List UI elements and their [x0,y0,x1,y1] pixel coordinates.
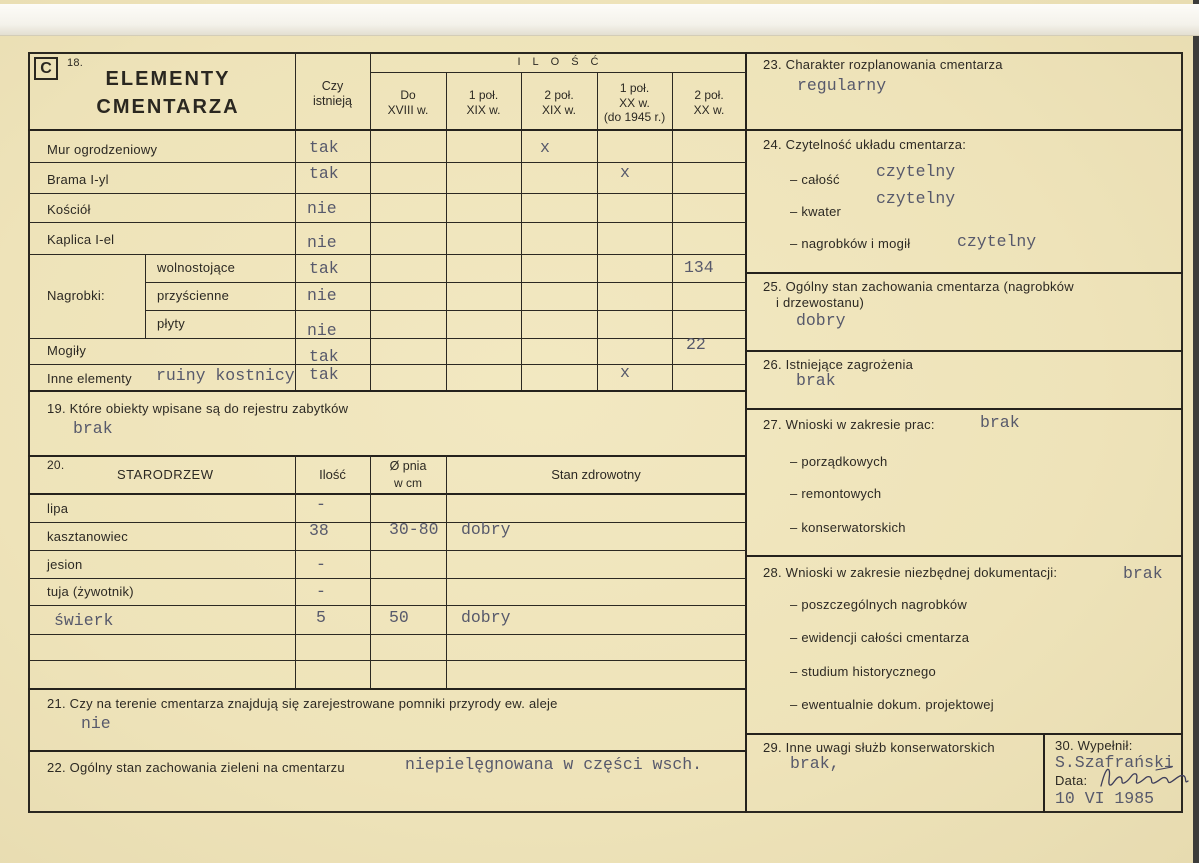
grid-line [446,455,447,688]
exists-value: tak [309,259,339,278]
works-item: – konserwatorskich [790,520,906,535]
section-24-question: 24. Czytelność układu cmentarza: [763,137,967,152]
section-28-answer: brak [1123,564,1163,583]
diameter-header-line1: Ø pnia [389,459,427,473]
section-25-question-cont: i drzewostanu) [776,295,865,310]
grid-line [28,634,746,635]
grid-line [28,578,746,579]
section-29-question: 29. Inne uwagi służb konserwatorskich [763,740,995,755]
header-line: XVIII w. [387,102,429,117]
tree-species: jesion [47,557,83,572]
period-header [446,88,521,117]
grid-line [28,254,746,255]
row-label-chapel: Kaplica I-el [47,232,115,247]
period-header [370,88,446,117]
section-25-answer: dobry [796,311,846,330]
section-23-answer: regularny [797,76,887,95]
section-22-answer: niepielęgnowana w części wsch. [405,755,703,774]
grid-line [145,254,146,338]
title-line: ELEMENTY [105,68,231,90]
documentation-item: – studium historycznego [790,664,936,679]
section-18-number: 18. [67,57,84,69]
section-divider [746,555,1183,557]
tree-species: tuja (żywotnik) [47,584,134,599]
header-line: Do [400,88,416,102]
grid-line [28,493,746,495]
section-divider [28,455,746,457]
works-item: – porządkowych [790,454,888,469]
header-line: XIX w. [541,102,576,117]
exists-value: nie [307,233,337,252]
period-mark: x [540,138,550,157]
readability-answer: czytelny [957,232,1037,251]
grid-line [28,550,746,551]
header-line: (do 1945 r.) [603,110,666,124]
exists-value: nie [307,286,337,305]
readability-item: – nagrobków i mogił [790,236,911,251]
tree-species: świerk [54,611,114,630]
grid-line [28,222,746,223]
column-divider [745,52,747,813]
tree-count: - [316,555,326,574]
grid-line [521,72,522,390]
period-mark: x [620,363,630,382]
grid-line [28,338,746,339]
row-label-graves: Mogiły [47,343,87,358]
section-25-question: 25. Ogólny stan zachowania cmentarza (nagrobków [763,279,1074,294]
section-29-answer: brak, [790,754,840,773]
adhesive-tape-strip [0,4,1199,36]
readability-answer: czytelny [876,189,956,208]
header-line: istnieją [313,93,352,108]
documentation-item: – poszczególnych nagrobków [790,597,968,612]
section-divider [746,129,1183,131]
header-line: Czy [321,79,344,93]
header-line: XX w. [693,102,725,117]
section-20-number: 20. [47,458,65,472]
grid-line [28,660,746,661]
card-label-box: C [34,57,58,80]
section-divider [746,408,1183,410]
exists-header [295,79,370,108]
grid-line [28,522,746,523]
row-sublabel-wall-mounted: przyścienne [157,288,230,303]
other-element-note: ruiny kostnicy [156,366,295,385]
grid-line [28,605,746,606]
grid-line [28,364,746,365]
row-label-tombstones: Nagrobki: [47,288,105,303]
filled-by-name: S.Szafrański [1055,753,1174,772]
section-23-question: 23. Charakter rozplanowania cmentarza [763,57,1003,72]
date-value: 10 VI 1985 [1055,789,1155,808]
grid-line [446,72,447,390]
quantity-header: ILOŚĆ [517,56,611,68]
period-mark: x [620,163,630,182]
header-line: 2 poł. [694,88,724,102]
section-19-answer: brak [73,419,113,438]
grid-line [295,455,296,688]
section-30-label: 30. Wypełnił: [1055,738,1133,753]
section-26-question: 26. Istniejące zagrożenia [763,357,914,372]
exists-value: tak [309,365,339,384]
grid-line [145,282,746,283]
diameter-header-line2: w cm [394,476,422,490]
signature [1098,762,1192,792]
header-line: 1 poł. [468,88,499,102]
exists-value: tak [309,347,339,366]
header-line: 1 poł. [619,81,650,95]
row-sublabel-slabs: płyty [157,316,185,331]
section-22-question: 22. Ogólny stan zachowania zieleni na cmentarzu [47,760,345,775]
grid-line [28,162,746,163]
section-27-answer: brak [980,413,1020,432]
row-label-church: Kościół [47,202,91,217]
tree-diameter: 50 [389,608,409,627]
tree-count: - [316,582,326,601]
grid-line [145,310,746,311]
health-header: Stan zdrowotny [551,467,641,482]
header-line: 2 poł. [544,88,574,102]
period-header [672,88,746,117]
section-28-question: 28. Wnioski w zakresie niezbędnej dokumentacji: [763,565,1058,580]
old-trees-header: STARODRZEW [117,467,214,482]
tree-count: 38 [309,521,329,540]
title-line: CMENTARZA [96,96,240,118]
section-divider [28,750,746,752]
works-item: – remontowych [790,486,882,501]
header-line: XX w. [619,95,650,110]
exists-value: tak [309,164,339,183]
section-divider [1043,733,1045,813]
exists-value: nie [307,199,337,218]
section-26-answer: brak [796,371,836,390]
section-21-answer: nie [81,714,111,733]
grid-line [672,72,673,390]
grid-line [28,193,746,194]
exists-value: tak [309,138,339,157]
exists-value: nie [307,321,337,340]
header-line: XIX w. [466,102,501,117]
documentation-item: – ewidencji całości cmentarza [790,630,970,645]
section-19-question: 19. Które obiekty wpisane są do rejestru zabytków [47,401,349,416]
date-label: Data: [1055,773,1088,788]
section-divider [746,272,1183,274]
tree-species: lipa [47,501,69,516]
section-divider [746,733,1183,735]
tree-diameter: 30-80 [389,520,439,539]
tree-count: - [316,495,326,514]
period-header [597,81,672,125]
row-label-gate: Brama I-yl [47,172,109,187]
row-label-other: Inne elementy [47,371,132,386]
section-divider [28,688,746,690]
readability-item: – całość [790,172,840,187]
tree-count: 5 [316,608,326,627]
documentation-item: – ewentualnie dokum. projektowej [790,697,994,712]
section-divider [28,390,746,392]
tree-health: dobry [461,608,511,627]
period-header [521,88,597,117]
section-18-title [58,65,278,121]
period-count: 22 [686,335,706,354]
grid-line [370,72,746,73]
count-header: Ilość [319,467,346,482]
row-sublabel-freestanding: wolnostojące [157,260,236,275]
section-divider [746,350,1183,352]
readability-answer: czytelny [876,162,956,181]
section-21-question: 21. Czy na terenie cmentarza znajdują się zarejestrowane pomniki przyrody ew. aleje [47,696,558,711]
tree-health: dobry [461,520,511,539]
section-divider [28,129,746,131]
readability-item: – kwater [790,204,842,219]
section-27-question: 27. Wnioski w zakresie prac: [763,417,935,432]
row-label-wall: Mur ogrodzeniowy [47,142,158,157]
period-count: 134 [684,258,714,277]
tree-species: kasztanowiec [47,529,129,544]
